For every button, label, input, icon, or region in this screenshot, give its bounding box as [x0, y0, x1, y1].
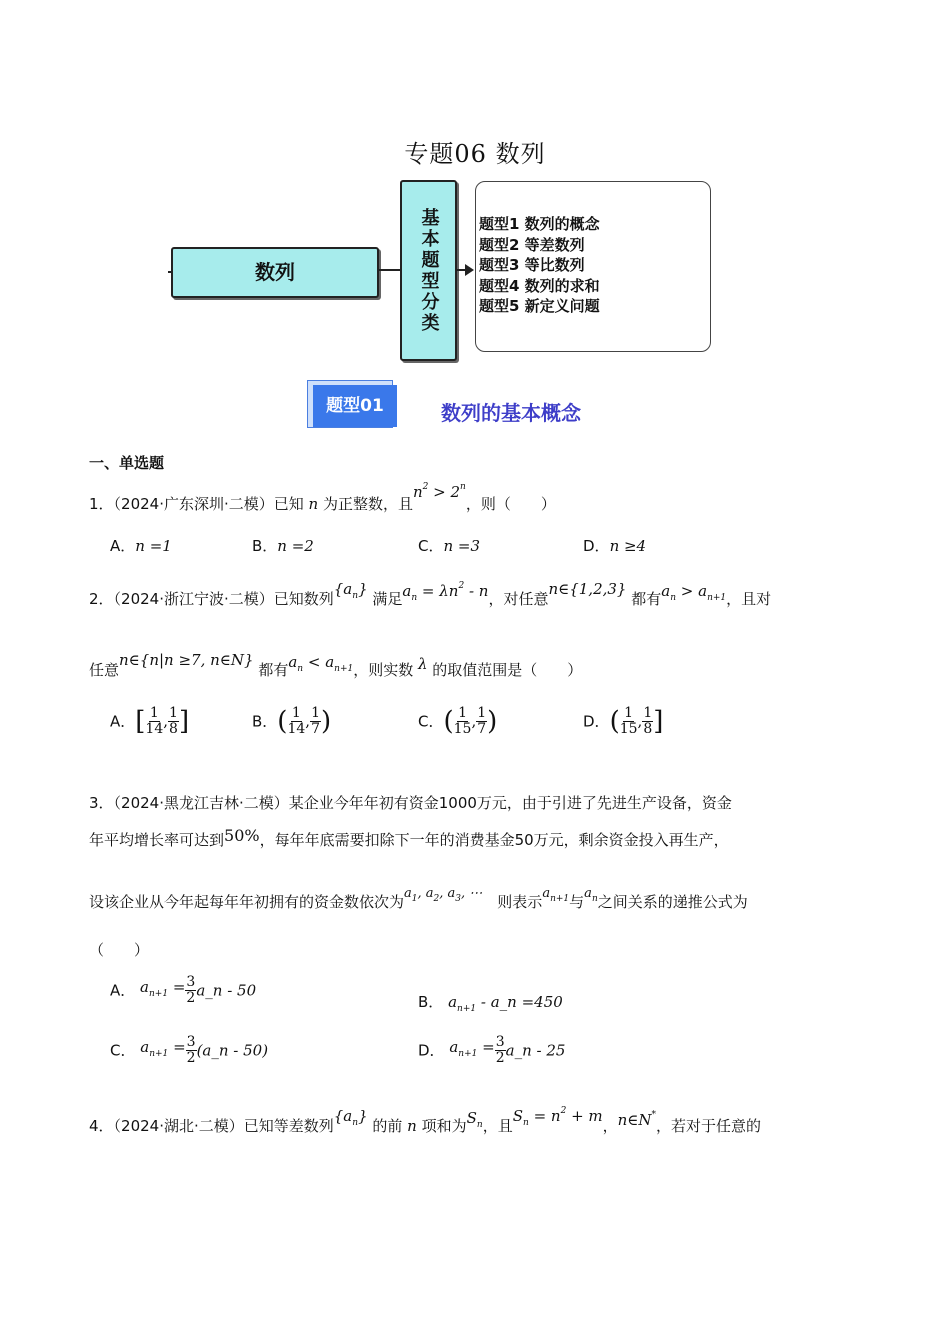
list-item: 题型1 数列的概念: [479, 215, 600, 233]
option-d[interactable]: D． $a_{n+1}$ = $\frac{3}{2}$ a_n - 25: [418, 1034, 566, 1066]
connector-line: [377, 269, 401, 271]
option-c[interactable]: C．( $\frac{1}{15}$ , $\frac{1}{7}$ ): [418, 705, 498, 737]
question-2-line2: 任意n∈{n|n ≥7, n∈N} 都有$a_n < a_{n+1}$，则实数 λ 的取值范围是（ ）: [89, 651, 583, 679]
question-4: 4．（2024·湖北·二模）已知等差数列$\{a_n\}$ 的前 n 项和为$S_n$，且$S_n = n^2 + m$，n∈N*，若对于任意的: [89, 1106, 762, 1135]
option-c[interactable]: C．n =3: [418, 537, 481, 555]
mindmap-middle: [400, 180, 457, 361]
question-3-line1: 3．（2024·黑龙江吉林·二模）某企业今年年初有资金1000万元，由于引进了先进生产设备，资金: [89, 794, 732, 812]
option-a[interactable]: A． $a_{n+1}$ = $\frac{3}{2}$ a_n - 50: [110, 974, 257, 1006]
question-3-line4: （ ）: [89, 941, 150, 959]
list-item: 题型3 等比数列: [479, 256, 585, 274]
question-3-line2: 年平均增长率可达到50%，每年年底需要扣除下一年的消费基金50万元，剩余资金投入再生产，: [89, 826, 729, 849]
section-heading: 一、单选题: [89, 454, 165, 472]
question-3-line3: 设该企业从今年起每年年初拥有的资金数依次为$a_1$, $a_2$, $a_3$, ⋯ 则表示$a_{n+1}$与$a_n$之间关系的递推公式为: [89, 886, 748, 911]
option-d[interactable]: D．n ≥4: [583, 537, 647, 555]
option-a[interactable]: A．n =1: [110, 537, 172, 555]
mindmap-root: 数列: [171, 247, 379, 298]
mindmap-types-list: [479, 214, 600, 317]
option-b[interactable]: B．n =2: [252, 537, 314, 555]
list-item: 题型4 数列的求和: [479, 276, 600, 295]
section-title: 数列的基本概念: [441, 401, 581, 425]
option-a[interactable]: A．[ $\frac{1}{14}$ , $\frac{1}{8}$ ]: [110, 705, 190, 737]
question-1: 1．（2024·广东深圳·二模）已知 n 为正整数，且$n^2 > 2^n$，则（ ）: [89, 482, 556, 513]
page-title: 专题06 数列: [404, 140, 546, 168]
option-d[interactable]: D．( $\frac{1}{15}$ , $\frac{1}{8}$ ]: [583, 705, 664, 737]
arrow-right-icon: [465, 264, 474, 276]
option-b[interactable]: B．( $\frac{1}{14}$ , $\frac{1}{7}$ ): [252, 705, 332, 737]
option-b[interactable]: B． $a_{n+1}$ - a_n =450: [418, 993, 563, 1014]
list-item: 题型5 新定义问题: [479, 297, 600, 315]
option-c[interactable]: C． $a_{n+1}$ = $\frac{3}{2}$ (a_n - 50): [110, 1034, 269, 1066]
section-badge: 题型01: [313, 385, 397, 427]
mindmap-middle-label: 基本题型分类: [418, 207, 440, 334]
question-2-line1: 2．（2024·浙江宁波·二模）已知数列$\{a_n\}$ 满足$a_n = \lambda n^2 - n$，对任意n∈{1,2,3} 都有$a_n > a_{n+1}$，且对: [89, 580, 772, 608]
list-item: 题型2 等差数列: [479, 235, 585, 254]
